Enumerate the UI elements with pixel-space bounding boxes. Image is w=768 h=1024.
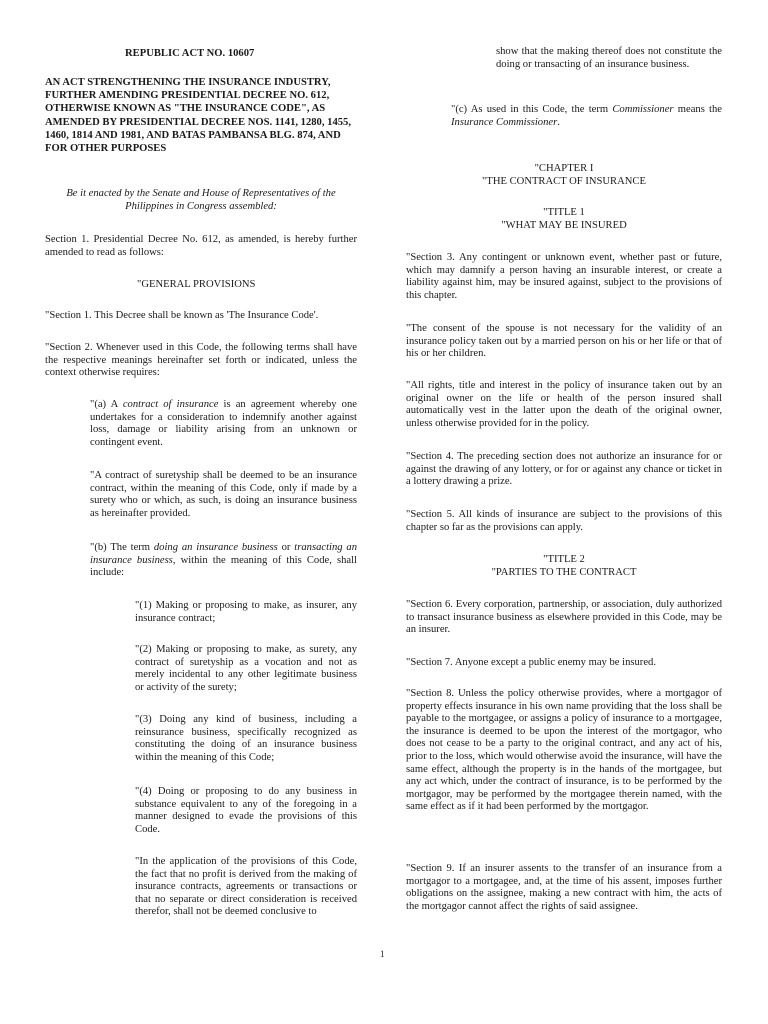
item-2: "(2) Making or proposing to make, as surety, any contract of suretyship as a vocation and not as merely incidental to any other legitimate business or activity of the surety; [135, 644, 357, 693]
title-2-heading: "TITLE 2 [543, 554, 585, 565]
page-number: 1 [380, 949, 385, 959]
chapter-title: "THE CONTRACT OF INSURANCE [482, 176, 646, 187]
item-4: "(4) Doing or proposing to do any business in substance equivalent to any of the foregoing in a manner designed to evade the provisions of this Code. [135, 786, 357, 835]
section-8: "Section 8. Unless the policy otherwise provides, where a mortgagor of property effects insurance in his own name providing that the loss shall be payable to the mortgagee, or assigns a policy of insurance to a mortgagee, the insurance is deemed to be upon the interest of the mortgagor, who does not cease to be a party to the original contract, and any act of his, prior to the loss, which would otherwise avoid the insurance, will have the same effect, although the property is in the hands of the mortgagee, but any act which, under the contract of insurance, is to be performed by the mortgagor, may be performed by the mortgagee therein named, with the same effect as if it had been performed by the mortgagor. [406, 688, 722, 813]
title-1-name: "WHAT MAY BE INSURED [501, 220, 627, 231]
title-1-heading: "TITLE 1 [543, 207, 585, 218]
paragraph-a: "(a) A contract of insurance is an agreement whereby one undertakes for a consideration to indemnify another against loss, damage or liability arising from an unknown or contingent event. [90, 399, 357, 448]
suretyship-paragraph: "A contract of suretyship shall be deemed to be an insurance contract, within the meaning of this Code, only if made by a surety who or which, as such, is doing an insurance business as hereinafter provided. [90, 470, 357, 519]
chapter-heading: "CHAPTER I [534, 163, 594, 174]
spouse-consent-paragraph: "The consent of the spouse is not necessary for the validity of an insurance policy taken out by a married person on his or her life or that of his or her children. [406, 323, 722, 360]
item-3: "(3) Doing any kind of business, including a reinsurance business, specifically recognized as constituting the doing of an insurance business within the meaning of this Code; [135, 714, 357, 763]
section-6: "Section 6. Every corporation, partnership, or association, duly authorized to transact insurance business as elsewhere provided in this Code, may be an insurer. [406, 599, 722, 636]
section-3: "Section 3. Any contingent or unknown event, whether past or future, which may damnify a person having an insurable interest, or create a liability against him, may be insured against, subject to the provisions of this chapter. [406, 252, 722, 301]
general-provisions-heading: "GENERAL PROVISIONS [137, 279, 256, 290]
continuation-paragraph: show that the making thereof does not constitute the doing or transacting of an insurance business. [496, 46, 722, 70]
section-1: "Section 1. This Decree shall be known as 'The Insurance Code'. [45, 310, 319, 321]
title-2-name: "PARTIES TO THE CONTRACT [491, 567, 637, 578]
section-7: "Section 7. Anyone except a public enemy may be insured. [406, 657, 656, 668]
paragraph-b: "(b) The term doing an insurance business or transacting an insurance business, within the meaning of this Code, shall include: [90, 542, 357, 579]
document-title: REPUBLIC ACT NO. 10607 [125, 48, 255, 59]
section-9: "Section 9. If an insurer assents to the transfer of an insurance from a mortgagor to a mortgagee, and, at the time of his assent, imposes further obligations on the assignee, making a new contract with him, the acts of the mortgagor cannot affect the rights of said assignee. [406, 863, 722, 912]
section-4: "Section 4. The preceding section does not authorize an insurance for or against the drawing of any lottery, or for or against any chance or ticket in a lottery drawing a prize. [406, 451, 722, 488]
act-heading: AN ACT STRENGTHENING THE INSURANCE INDUSTRY, FURTHER AMENDING PRESIDENTIAL DECREE NO. 612, OTHERWISE KNOWN AS "THE INSURANCE CODE", AS AMENDED BY PRESIDENTIAL DECREE NOS. 1141, 1280, 1455, 1460, 1814 AND 1981, AND BATAS PAMBANSA BLG. 874, AND FOR OTHER PURPOSES [45, 77, 351, 155]
application-paragraph: "In the application of the provisions of this Code, the fact that no profit is derived from the making of insurance contracts, agreements or transactions or that no separate or direct consideration is received therefor, shall not be deemed conclusive to [135, 856, 357, 918]
paragraph-c: "(c) As used in this Code, the term Commissioner means the Insurance Commissioner. [451, 104, 722, 128]
section-5: "Section 5. All kinds of insurance are subject to the provisions of this chapter so far as the provisions can apply. [406, 509, 722, 533]
section-2: "Section 2. Whenever used in this Code, the following terms shall have the respective meanings hereinafter set forth or indicated, unless the context otherwise requires: [45, 342, 357, 379]
section-1-amendment: Section 1. Presidential Decree No. 612, as amended, is hereby further amended to read as follows: [45, 234, 357, 258]
enacting-clause: Be it enacted by the Senate and House of Representatives of the Philippines in Congress assembled: [66, 188, 336, 212]
item-1: "(1) Making or proposing to make, as insurer, any insurance contract; [135, 600, 357, 624]
rights-vesting-paragraph: "All rights, title and interest in the policy of insurance taken out by an original owner on the life or health of the person insured shall automatically vest in the latter upon the death of the original owner, unless otherwise provided for in the policy. [406, 380, 722, 429]
